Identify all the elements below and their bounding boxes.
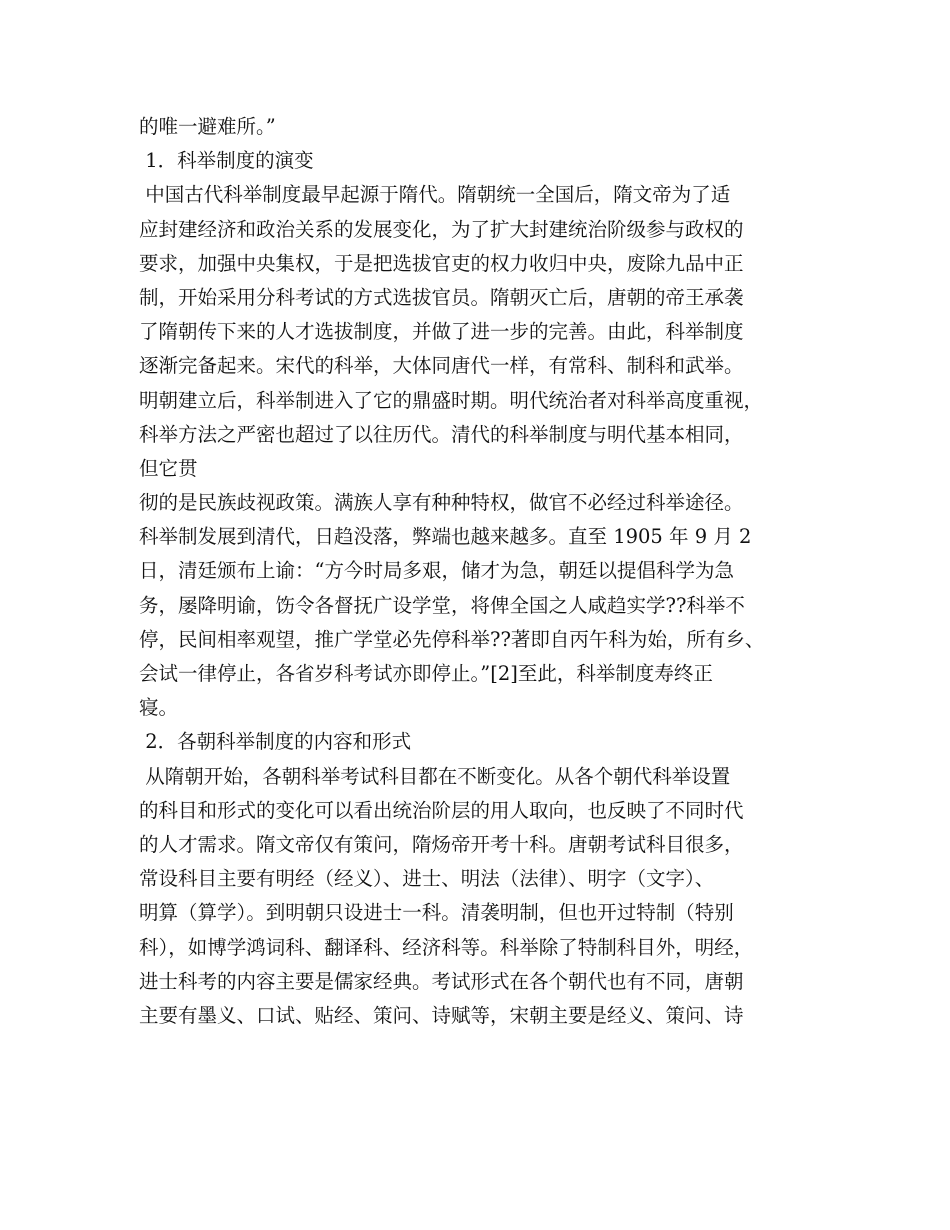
paragraph-line: 中国古代科举制度最早起源于隋代。隋朝统一全国后，隋文帝为了适 [139, 183, 731, 207]
paragraph-line: 日，清廷颁布上谕：“方今时局多艰，储才为急，朝廷以提倡科学为急 [139, 559, 734, 583]
paragraph-line: 逐渐完备起来。宋代的科举，大体同唐代一样，有常科、制科和武举。 [139, 354, 744, 378]
paragraph-line: 的科目和形式的变化可以看出统治阶层的用人取向，也反映了不同时代 [139, 798, 744, 822]
text-line: 的唯一避难所。” [139, 115, 276, 138]
paragraph-line: 停，民间相率观望，推广学堂必先停科举??著即自丙午科为始，所有乡、 [139, 627, 765, 651]
paragraph-line: 进士科考的内容主要是儒家经典。考试形式在各个朝代也有不同，唐朝 [139, 969, 744, 993]
paragraph-line: 从隋朝开始，各朝科举考试科目都在不断变化。从各个朝代科举设置 [139, 764, 731, 788]
paragraph-line: 的人才需求。隋文帝仅有策问，隋炀帝开考十科。唐朝考试科目很多， [139, 832, 744, 856]
paragraph-line: 但它贯 [139, 456, 198, 480]
paragraph-line: 会试一律停止，各省岁科考试亦即停止。”[2]至此，科举制度寿终正 [139, 662, 713, 685]
paragraph-line: 科举制发展到清代，日趋没落，弊端也越来越多。直至 1905 年 9 月 2 [139, 525, 752, 549]
paragraph-line: 彻的是民族歧视政策。满族人享有种种特权，做官不必经过科举途径。 [139, 491, 744, 515]
document-body [139, 110, 839, 1033]
paragraph-line: 明朝建立后，科举制进入了它的鼎盛时期。明代统治者对科举高度重视， [139, 388, 764, 412]
paragraph-line: 科举方法之严密也超过了以往历代。清代的科举制度与明代基本相同， [139, 422, 744, 446]
paragraph-line: 了隋朝传下来的人才选拔制度，并做了进一步的完善。由此，科举制度 [139, 320, 744, 344]
paragraph-line: 制，开始采用分科考试的方式选拔官员。隋朝灭亡后，唐朝的帝王承袭 [139, 285, 744, 309]
paragraph-line: 主要有墨义、口试、贴经、策问、诗赋等，宋朝主要是经义、策问、诗 [139, 1003, 744, 1027]
section-heading: 2．各朝科举制度的内容和形式 [139, 730, 412, 754]
paragraph-line: 科），如博学鸿词科、翻译科、经济科等。科举除了特制科目外，明经， [139, 935, 754, 959]
paragraph-line: 寝。 [139, 696, 179, 720]
section-heading: 1．科举制度的演变 [139, 149, 314, 173]
paragraph-line: 明算（算学）。到明朝只设进士一科。清袭明制，但也开过特制（特别 [139, 901, 734, 925]
paragraph-line: 常设科目主要有明经（经义）、进士、明法（法律）、明字（文字）、 [139, 867, 715, 891]
paragraph-line: 应封建经济和政治关系的发展变化，为了扩大封建统治阶级参与政权的 [139, 217, 744, 241]
paragraph-line: 要求，加强中央集权，于是把选拔官吏的权力收归中央，废除九品中正 [139, 251, 744, 275]
paragraph-line: 务，屡降明谕，饬令各督抚广设学堂，将俾全国之人咸趋实学??科举不 [139, 593, 745, 617]
